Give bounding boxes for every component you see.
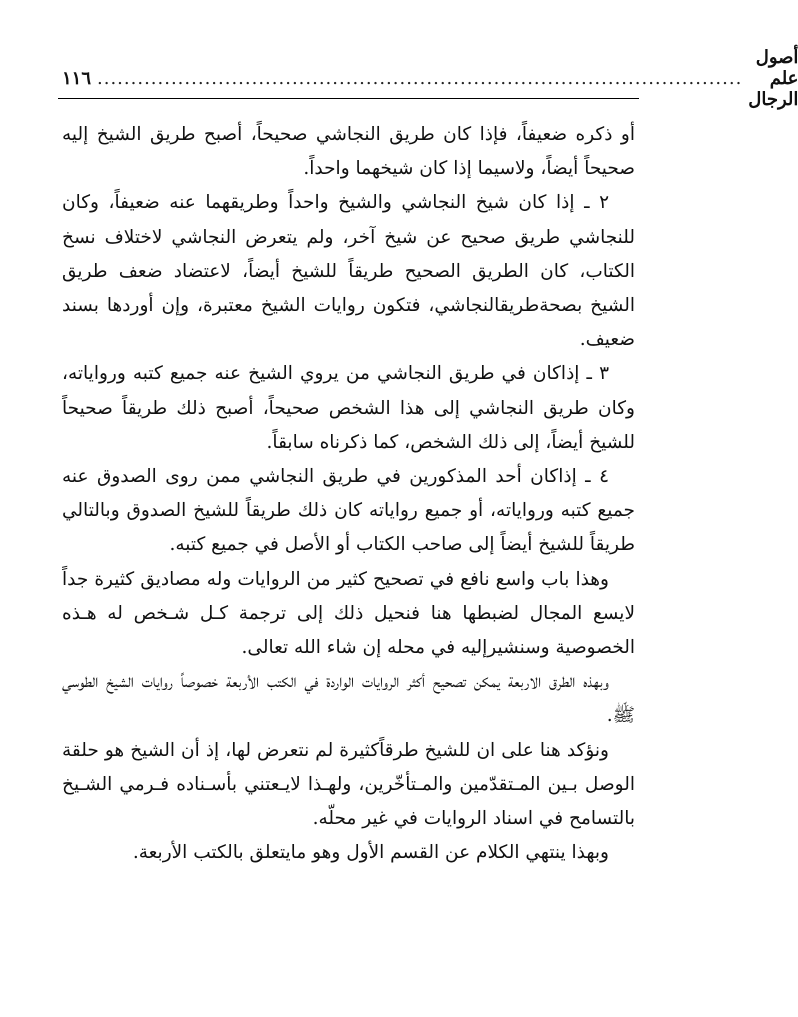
page-number: ١١٦: [62, 67, 92, 89]
paragraph-point-4: ٤ ـ إذاكان أحد المذكورين في طريق النجاشي ممن روى الصدوق عنه جميع كتبه ورواياته، أو جميع رواياته كان ذلك طريقاً للشيخ الصدوق وبالتالي طريقاً للشيخ أيضاً إلى صاحب الكتاب أو الأصل في جميع كتبه.: [62, 466, 635, 556]
paragraph-point-2: ٢ ـ إذا كان شيخ النجاشي والشيخ واحداً وطريقهما عنه ضعيفاً، وكان للنجاشي طريق صحيح عن شيخ آخر، ولم يتعرض النجاشي لاختلاف نسخ الكتاب، كان الطريق الصحيح طريقاً للشيخ أيضاً، لاعتضاد ضعف طريق الشيخ بصحةطريقالنجاشي، فتكون روايات الشيخ معتبرة، وإن أوردها بسند ضعيف.: [62, 192, 635, 351]
running-header: [62, 46, 798, 110]
header-divider: [58, 98, 639, 99]
paragraph-point-3: ٣ ـ إذاكان في طريق النجاشي من يروي الشيخ عنه جميع كتبه ورواياته، وكان طريق النجاشي إلى هذا الشخص صحيحاً، أصبح ذلك طريقاً صحيحاً للشيخ أيضاً، إلى ذلك الشخص، كما ذكرناه سابقاً.: [62, 363, 635, 453]
paragraph-four-ways: وبهذه الطرق الاربعة يمكن تصحيح أكثر الروايات الواردة في الكتب الأربعة خصوصاً روايات الشيخ الطوسي ﷺ.: [62, 671, 635, 727]
body-text: [62, 118, 635, 870]
paragraph-emphasis: ونؤكد هنا على ان للشيخ طرقاًكثيرة لم نتعرض لها، إذ أن الشيخ هو حلقة الوصل بـين المـتقدّمين والمـتأخّرين، ولهـذا لايـعتني بأسـناده فـرمي الشـيخ بالتسامح في اسناد الروايات في غير محلّه.: [62, 739, 635, 830]
paragraph-continuation: أو ذكره ضعيفاً، فإذا كان طريق النجاشي صحيحاً، أصبح طريق الشيخ إليه صحيحاً أيضاً، ولاسيما إذا كان شيخهما واحداً.: [62, 124, 635, 180]
header-leader-dots: ................................................................................................: [97, 67, 743, 89]
book-title: أصول علم الرجال: [748, 46, 798, 110]
paragraph-wide-door: وهذا باب واسع نافع في تصحيح كثير من الروايات وله مصاديق كثيرة جداً لايسع المجال لضبطها هنا فنحيل ذلك إلى ترجمة كـل شـخص له هـذه الخصوصية وسنشيرإليه في محله إن شاء الله تعالى.: [62, 568, 635, 659]
paragraph-conclusion: وبهذا ينتهي الكلام عن القسم الأول وهو مايتعلق بالكتب الأربعة.: [132, 842, 609, 864]
